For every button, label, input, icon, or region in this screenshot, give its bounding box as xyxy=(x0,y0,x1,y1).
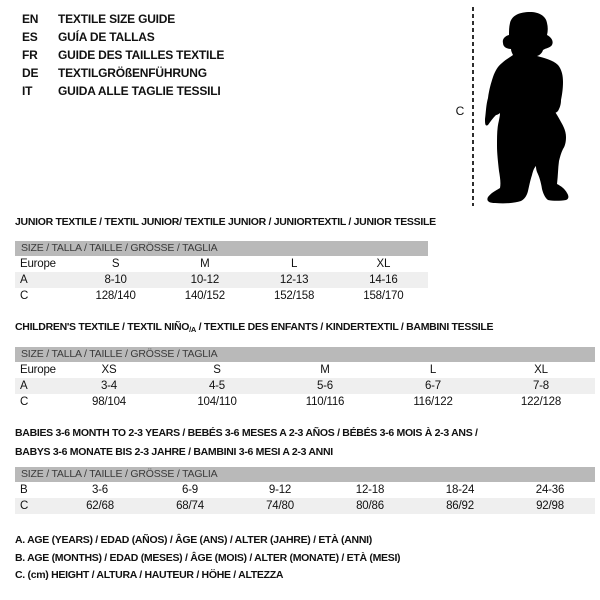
height-dashed-line xyxy=(472,7,474,206)
size-cell: 104/110 xyxy=(197,396,237,408)
row-label: C xyxy=(20,396,29,408)
size-cell: M xyxy=(320,364,330,376)
table-row xyxy=(15,362,595,378)
row-label: A xyxy=(20,380,28,392)
size-cell: L xyxy=(291,258,298,270)
table-row xyxy=(15,288,428,304)
size-header-bar: SIZE / TALLA / TAILLE / GRÖSSE / TAGLIA xyxy=(15,347,595,362)
children-size-table xyxy=(15,347,595,410)
language-row xyxy=(22,82,224,100)
size-cell: L xyxy=(429,364,437,376)
size-header-bar: SIZE / TALLA / TAILLE / GRÖSSE / TAGLIA xyxy=(15,241,428,256)
row-label: A xyxy=(20,274,28,286)
size-cell: XS xyxy=(101,364,117,376)
size-cell: S xyxy=(111,258,120,270)
size-cell: 140/152 xyxy=(184,290,225,302)
table-row xyxy=(15,378,595,394)
row-label: Europe xyxy=(20,258,56,270)
size-cell: 12-13 xyxy=(279,274,309,286)
language-title: GUÍA DE TALLAS xyxy=(58,30,155,44)
size-cell: 110/116 xyxy=(305,396,345,408)
size-cell: XL xyxy=(376,258,391,270)
table-title-babies xyxy=(15,425,597,461)
language-title: GUIDA ALLE TAGLIE TESSILI xyxy=(58,84,221,98)
size-cell: 4-5 xyxy=(208,380,226,392)
language-title: GUIDE DES TAILLES TEXTILE xyxy=(58,48,225,62)
size-cell: 6-7 xyxy=(424,380,442,392)
title-line2: BABYS 3-6 MONATE BIS 2-3 JAHRE / BAMBINI 3-6 MESI A 2-3 ANNI xyxy=(15,446,333,458)
size-cell: 6-9 xyxy=(181,484,199,496)
size-cell: 62/68 xyxy=(86,500,114,512)
row-label: B xyxy=(20,484,28,496)
language-row xyxy=(22,64,224,82)
size-cell: 5-6 xyxy=(316,380,334,392)
size-cell: 24-36 xyxy=(535,484,565,496)
language-code: EN xyxy=(22,12,39,26)
table-row xyxy=(15,272,428,288)
size-cell: 3-6 xyxy=(91,484,109,496)
size-cell: 80/86 xyxy=(356,500,384,512)
size-cell: 92/98 xyxy=(536,500,564,512)
table-rows xyxy=(15,482,595,514)
table-row xyxy=(15,256,428,272)
size-cell: 9-12 xyxy=(268,484,292,496)
size-cell: 14-16 xyxy=(369,274,398,286)
table-row xyxy=(15,498,595,514)
table-title-junior xyxy=(15,216,597,231)
title-subscript: /A xyxy=(189,325,197,334)
table-rows xyxy=(15,362,595,410)
babies-size-table xyxy=(15,467,595,514)
size-cell: 98/104 xyxy=(92,396,126,408)
size-cell: 122/128 xyxy=(520,396,562,408)
language-code: FR xyxy=(22,48,38,62)
size-cell: S xyxy=(213,364,221,376)
table-title-children xyxy=(15,321,597,336)
size-cell: 12-18 xyxy=(355,484,385,496)
language-row xyxy=(22,28,224,46)
size-cell: 74/80 xyxy=(266,500,294,512)
language-row xyxy=(22,46,224,64)
language-guide xyxy=(22,10,224,100)
language-title: TEXTILE SIZE GUIDE xyxy=(58,12,176,26)
footnote-b: B. AGE (MONTHS) / EDAD (MESES) / ÂGE (MOIS) / ALTER (MONATE) / ETÀ (MESI) xyxy=(15,551,401,564)
title-text: / TEXTILE DES ENFANTS / KINDERTEXTIL / BAMBINI TESSILE xyxy=(196,321,494,333)
size-cell: 7-8 xyxy=(532,380,550,392)
size-cell: 3-4 xyxy=(100,380,118,392)
size-cell: 158/170 xyxy=(363,290,404,302)
junior-size-table xyxy=(15,241,428,304)
toddler-silhouette-image xyxy=(485,5,590,210)
table-row xyxy=(15,482,595,498)
language-row xyxy=(22,10,224,28)
table-rows xyxy=(15,256,428,304)
table-row xyxy=(15,394,595,410)
footnotes xyxy=(15,532,400,585)
size-cell: M xyxy=(200,258,210,270)
size-cell: XL xyxy=(534,364,548,376)
row-label: C xyxy=(20,290,29,302)
size-cell: 152/158 xyxy=(274,290,315,302)
language-title: TEXTILGRÖßENFÜHRUNG xyxy=(58,66,207,80)
title-text: BABIES 3-6 MONTH TO 2-3 YEARS / BEBÉS 3-6 MESES A 2-3 AÑOS / BÉBÉS 3-6 MOIS À 2-3 ANS / xyxy=(15,427,478,439)
language-code: DE xyxy=(22,66,39,80)
height-marker-label: C xyxy=(455,104,465,118)
footnote-c: C. (cm) HEIGHT / ALTURA / HAUTEUR / HÖHE / ALTEZZA xyxy=(15,569,284,581)
size-cell: 116/122 xyxy=(413,396,453,408)
title-text: JUNIOR TEXTILE / TEXTIL JUNIOR/ TEXTILE JUNIOR / JUNIORTEXTIL / JUNIOR TESSILE xyxy=(15,216,436,228)
size-cell: 8-10 xyxy=(104,274,127,286)
size-cell: 86/92 xyxy=(446,500,474,512)
size-cell: 10-12 xyxy=(190,274,220,286)
title-text: CHILDREN'S TEXTILE / TEXTIL NIÑO xyxy=(15,321,190,333)
language-code: ES xyxy=(22,30,38,44)
toddler-silhouette-path xyxy=(485,12,568,203)
size-cell: 18-24 xyxy=(445,484,475,496)
row-label: Europe xyxy=(20,364,56,376)
language-code: IT xyxy=(22,84,33,98)
row-label: C xyxy=(20,500,29,512)
size-cell: 68/74 xyxy=(176,500,204,512)
size-header-bar: SIZE / TALLA / TAILLE / GRÖSSE / TAGLIA xyxy=(15,467,595,482)
footnote-a: A. AGE (YEARS) / EDAD (AÑOS) / ÂGE (ANS) / ALTER (JAHRE) / ETÀ (ANNI) xyxy=(15,534,372,546)
size-cell: 128/140 xyxy=(95,290,136,302)
